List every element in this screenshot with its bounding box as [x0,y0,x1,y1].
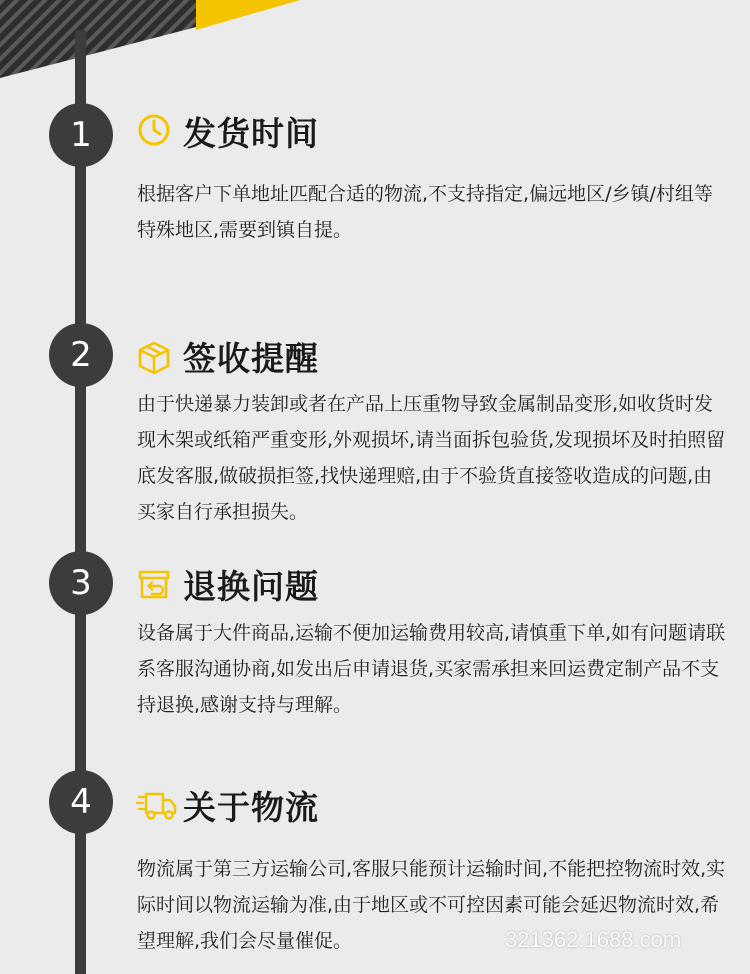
step-number-circle: 4 [49,770,113,834]
watermark: 321362.1688.com [505,927,682,952]
section-title: 关于物流 [183,788,319,827]
section-title: 签收提醒 [183,339,319,378]
return-box-icon [136,566,172,602]
step-number-circle: 3 [49,551,113,615]
section-body: 由于快递暴力装卸或者在产品上压重物导致金属制品变形,如收货时发现木架或纸箱严重变形,外观损坏,请当面拆包验货,发现损坏及时拍照留底发客服,做破损拒签,找快递理赔,由于不验货直接签收造成的问题,由买家自行承担损失。 [137,393,726,523]
section-body: 根据客户下单地址匹配合适的物流,不支持指定,偏远地区/乡镇/村组等特殊地区,需要到镇自提。 [137,183,713,241]
delivery-truck-icon [136,787,178,823]
clock-icon [136,112,172,148]
corner-stripes-decoration [0,0,750,80]
section-body: 物流属于第三方运输公司,客服只能预计运输时间,不能把控物流时效,实际时间以物流运输为准,由于地区或不可控因素可能会延迟物流时效,希望理解,我们会尽量催促。 [137,858,726,952]
step-number-circle: 2 [49,323,113,387]
section-title: 退换问题 [183,567,319,606]
section-title: 发货时间 [183,114,319,153]
section-body: 设备属于大件商品,运输不便加运输费用较高,请慎重下单,如有问题请联系客服沟通协商,如发出后申请退货,买家需承担来回运费定制产品不支持退换,感谢支持与理解。 [137,622,726,716]
yellow-accent-stripe [196,0,300,30]
step-number-circle: 1 [49,103,113,167]
package-box-icon [136,340,172,376]
